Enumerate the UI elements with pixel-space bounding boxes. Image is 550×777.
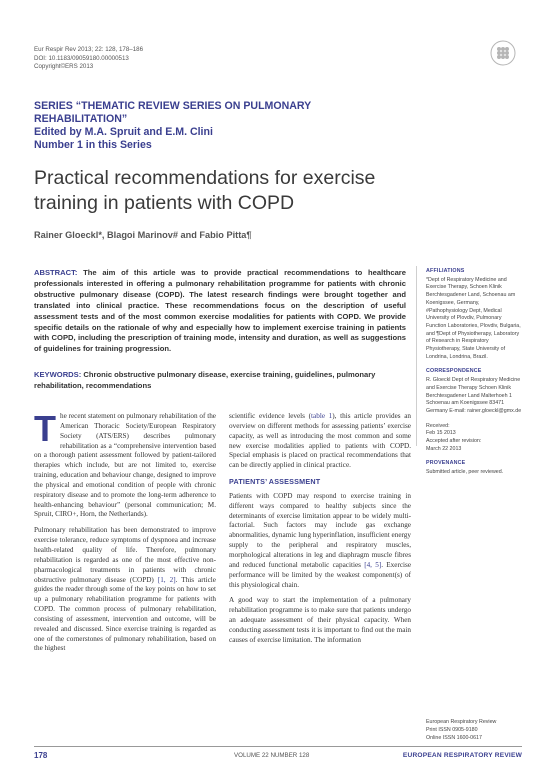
online-issn: Online ISSN 1600-0617 xyxy=(426,734,482,741)
page-footer xyxy=(34,746,522,761)
body-paragraph: Patients with COPD may respond to exercise training in different ways compared to healthy subjects since the determinants of exercise limitation appear to be widely multi-factorial. Such factors may include gas exchange abnormalities, dynamic lung hyperinflation, insufficient energy supply to the peripheral and respiratory muscles, morphological alterations in leg and diaphragm muscle fibres and reduced functional metabolic capacities [4, 5]. Exercise performance will be limited by the weakest component(s) of this physiological chain. xyxy=(229,491,412,589)
correspondence-heading: CORRESPONDENCE xyxy=(426,368,482,375)
provenance xyxy=(426,460,522,476)
abstract-text: The aim of this article was to provide practical recommendations to healthcare professionals interested in offering a pulmonary rehabilitation programme for patients with chronic obstructive pulmonary disease (COPD). The latest research findings were brought together and translated into clinical practice. These recommendations focus on the description of useful assessment tests and of the most common exercise modalities for patients with COPD. We provide specific details on the rationale of why and especially how to implement exercise training in patients with COPD, including the prescription of training mode, intensity and duration, as well as suggestions of guidelines for training progression. xyxy=(34,268,406,354)
page-number: 178 xyxy=(34,751,48,760)
keywords-text: Chronic obstructive pulmonary disease, exercise training, guidelines, pulmonary rehabilitation, recommendations xyxy=(34,370,376,390)
accepted-label: Accepted after revision: xyxy=(426,438,482,445)
body-paragraph: A good way to start the implementation of a pulmonary rehabilitation programme is to make sure that patients undergo an adequate assessment of their physical capacity. When conducting assessment tests it is important to find out the main causes of exercise limitation. The information xyxy=(229,596,411,644)
abstract-label: ABSTRACT: xyxy=(34,268,78,277)
article-meta xyxy=(34,46,143,72)
affiliations xyxy=(426,268,522,361)
sidebar-divider xyxy=(416,266,417,446)
section-heading: PATIENTS’ ASSESSMENT xyxy=(229,477,321,487)
journal-title: EUROPEAN RESPIRATORY REVIEW xyxy=(402,752,522,759)
accepted-date: March 22 2013 xyxy=(426,445,462,452)
series-heading xyxy=(34,100,454,152)
dates xyxy=(426,423,522,454)
body-paragraph: Pulmonary rehabilitation has been demonstrated to improve exercise tolerance, reduce symptoms of dyspnoea and increase health-related quality of life. Therefore, pulmonary rehabilitation is regarded as one of the most effective non-pharmacological treatments in patients with chronic obstructive pulmonary disease (COPD) [1, 2]. This article guides the reader through some of the key points on how to set up a pulmonary rehabilitation programme for patients with COPD. The common process of pulmonary rehabilitation, consisting of assessment, intervention and outcome, will be revealed and discussed. Since exercise training is regarded as one of the cornerstones of pulmonary rehabilitation, based on the highest xyxy=(34,526,216,653)
title-line-1: Practical recommendations for exercise xyxy=(34,167,376,189)
series-line-1: SERIES “THEMATIC REVIEW SERIES ON PULMONARY xyxy=(34,100,312,112)
abstract xyxy=(34,268,406,355)
article-title xyxy=(34,166,474,216)
ers-journal-logo-icon xyxy=(490,40,516,66)
publication-info xyxy=(426,719,522,742)
drop-cap: T xyxy=(34,408,56,449)
series-line-2: REHABILITATION” xyxy=(34,113,128,125)
doi: DOI: 10.1183/09059180.00000513 xyxy=(34,54,129,62)
volume-info: VOLUME 22 NUMBER 128 xyxy=(234,752,310,759)
body-column-2 xyxy=(229,412,411,652)
reference-link[interactable]: [1, 2] xyxy=(157,575,176,584)
affiliations-heading: AFFILIATIONS xyxy=(426,268,465,274)
title-line-2: training in patients with COPD xyxy=(34,192,295,214)
copyright: Copyright©ERS 2013 xyxy=(34,63,94,71)
body-column-1 xyxy=(34,408,216,660)
provenance-text: Submitted article, peer reviewed. xyxy=(426,469,504,476)
reference-link[interactable]: [4, 5] xyxy=(364,560,382,569)
received-date: Feb 15 2013 xyxy=(426,430,456,437)
authors: Rainer Gloeckl*, Blagoi Marinov# and Fabio Pitta¶ xyxy=(34,230,252,240)
table-link[interactable]: table 1 xyxy=(311,412,333,420)
provenance-heading: PROVENANCE xyxy=(426,460,466,467)
sidebar xyxy=(426,268,522,484)
journal-name: European Respiratory Review xyxy=(426,719,497,725)
affiliations-text: *Dept of Respiratory Medicine and Exercise Therapy, Schoen Klinik Berchtesgadener Land, Schoenau am Koenigssee, Germany, #Pathophysiology Dept, Medical University of Plovdiv, Pulmonary Function Laboratories, Plovdiv, Bulgaria, and ¶Dept of Physiotherapy, Laboratory of Research in Respiratory Physiotherapy, State University of Londrina, Londrina, Brazil. xyxy=(426,276,521,360)
keywords xyxy=(34,370,406,392)
correspondence-text: R. Gloeckl Dept of Respiratory Medicine and Exercise Therapy Schoen Klinik Berchtesgadener Land Malterhoeh 1 Schoenau am Koenigssee 83471 Germany E-mail: rainer.gloeckl@gmx.de xyxy=(426,377,522,414)
received-label: Received: xyxy=(426,422,450,429)
series-editors: Edited by M.A. Spruit and E.M. Clini xyxy=(34,126,213,138)
print-issn: Print ISSN 0905-9180 xyxy=(426,726,478,733)
citation: Eur Respir Rev 2013; 22: 128, 178–186 xyxy=(34,46,144,53)
series-number: Number 1 in this Series xyxy=(34,139,152,151)
correspondence xyxy=(426,368,522,415)
keywords-label: KEYWORDS: xyxy=(34,370,82,379)
body-paragraph: scientific evidence levels (table 1), this article provides an overview on different methods for assessing patients’ exercise capacity, as well as introducing the most common and some new exercise modalities applied to patients with COPD. Special emphasis is placed on practical recommendations that can be directly applied in clinical practice. xyxy=(229,412,412,470)
intro-paragraph: The recent statement on pulmonary rehabilitation of the American Thoracic Society/European Respiratory Society (ATS/ERS) describes pulmonary rehabilitation as a “comprehensive intervention based on a thorough patient assessment followed by patient-tailored therapies which include, but are not limited to, exercise training, education and behaviour change, designed to improve the physical and emotional condition of people with chronic respiratory disease and to promote the long-term adherence to health-enhancing behaviour” (personal communication; M. Spruit, CIRO+, Horn, the Netherlands). xyxy=(34,408,216,519)
